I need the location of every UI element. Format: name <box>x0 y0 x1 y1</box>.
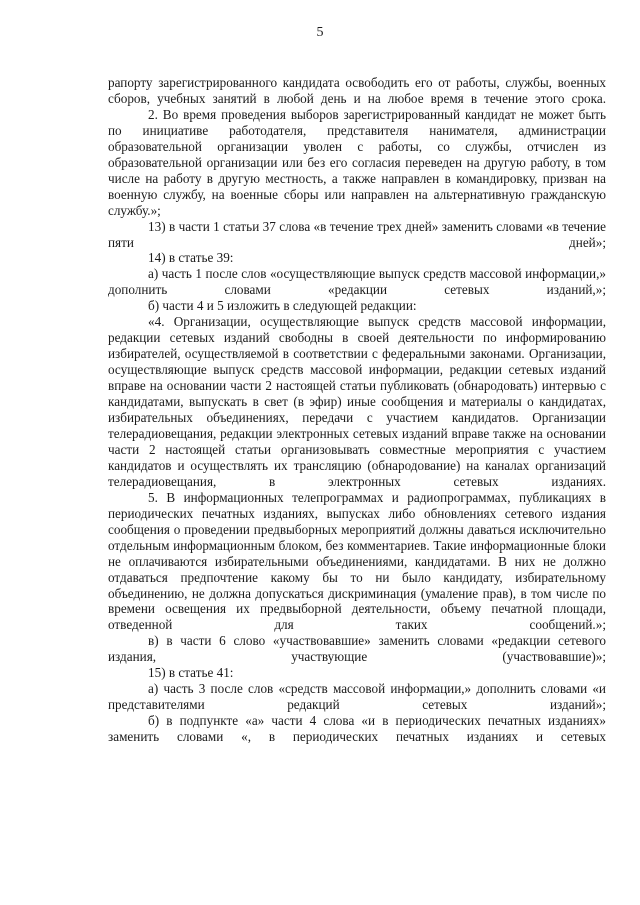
paragraph-item-14b: б) части 4 и 5 изложить в следующей редакции: <box>148 298 417 314</box>
paragraph-item-15: 15) в статье 41: <box>148 665 234 681</box>
paragraph-continuation: рапорту зарегистрированного кандидата освободить его от работы, службы, военных сборов, учебных занятий в любой день и на любое время в течение этого срока. <box>108 75 606 106</box>
paragraph-item-2: 2. Во время проведения выборов зарегистрированный кандидат не может быть по инициативе работодателя, представителя нанимателя, администрации образовательной организации уволен с работы, со службы, отчислен из образовательной организации или без его согласия переведен на другую работу, в том числе на работу в другую местность, а также направлен в командировку, призван на военную службу, на военные сборы или направлен на альтернативную гражданскую службу.»; <box>108 106 606 218</box>
paragraph-item-14v: в) в части 6 слово «участвовавшие» заменить словами «редакции сетевого издания, участвующие (участвовавшие)»; <box>108 633 606 665</box>
paragraph-item-15a: а) часть 3 после слов «средств массовой информации,» дополнить словами «и представителями редакций сетевых изданий»; <box>108 681 606 713</box>
paragraph-part-4: «4. Организации, осуществляющие выпуск средств массовой информации, редакции сетевых изданий свободны в своей деятельности по информированию избирателей, осуществляемой в соответствии с федеральными законами. Организации, осуществляющие выпуск средств массовой информации, редакции сетевых изданий вправе на основании части 2 настоящей статьи публиковать (обнародовать) интервью с кандидатами, выпускать в свет (в эфир) иные сообщения и материалы о кандидатах, избирательных объединениях, передачи с участием кандидатов. Организации телерадиовещания, редакции электронных сетевых изданий вправе также на основании части 2 настоящей статьи организовывать совместные мероприятия с участием кандидатов и осуществлять их трансляцию (обнародование) на каналах организаций телерадиовещания, в электронных сетевых изданиях. <box>108 314 606 489</box>
paragraph-item-14a: а) часть 1 после слов «осуществляющие выпуск средств массовой информации,» дополнить словами «редакции сетевых изданий,»; <box>108 266 606 298</box>
page-number: 5 <box>316 25 324 40</box>
paragraph-item-13: 13) в части 1 статьи 37 слова «в течение трех дней» заменить словами «в течение пяти дней»; <box>108 218 606 250</box>
document-body <box>108 75 606 745</box>
paragraph-part-5: 5. В информационных телепрограммах и радиопрограммах, публикациях в периодических печатных изданиях, выпусках либо обновлениях сетевого издания сообщения о проведении предвыборных мероприятий должны даваться исключительно отдельным информационным блоком, без комментариев. Такие информационные блоки не оплачиваются избирательными объединениями, кандидатами. В них не должно отдаваться предпочтение какому бы то ни было кандидату, избирательному объединению, не должна допускаться дискриминация (умаление прав), в том числе по времени освещения их предвыборной деятельности, объему печатной площади, отведенной для таких сообщений.»; <box>108 489 606 633</box>
paragraph-item-15b: б) в подпункте «а» части 4 слова «и в периодических печатных изданиях» заменить словами «, в периодических печатных изданиях и сетевых <box>108 713 606 745</box>
paragraph-item-14: 14) в статье 39: <box>148 250 234 266</box>
